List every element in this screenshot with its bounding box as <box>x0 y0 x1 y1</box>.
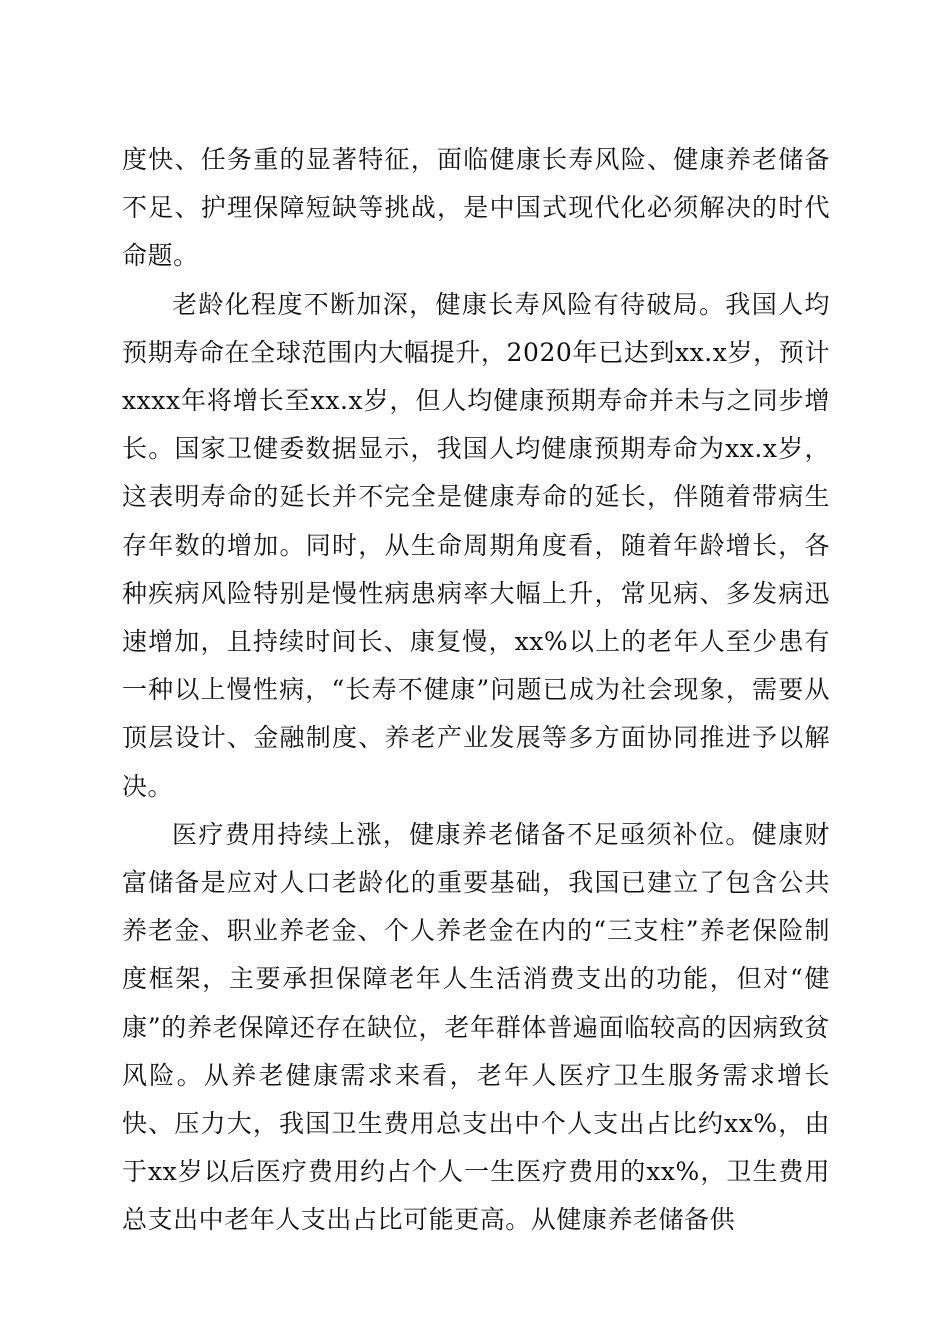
document-body <box>122 136 830 1245</box>
paragraph-continued: 度快、任务重的显著特征，面临健康长寿风险、健康养老储备不足、护理保障短缺等挑战，是中国式现代化必须解决的时代命题。 <box>122 145 830 271</box>
paragraph-medical-costs: 医疗费用持续上涨，健康养老储备不足亟须补位。健康财富储备是应对人口老龄化的重要基础，我国已建立了包含公共养老金、职业养老金、个人养老金在内的“三支柱”养老保险制度框架，主要承担保障老年人生活消费支出的功能，但对“健康”的养老保障还存在缺位，老年群体普遍面临较高的因病致贫风险。从养老健康需求来看，老年人医疗卫生服务需求增长快、压力大，我国卫生费用总支出中个人支出占比约xx%，由于xx岁以后医疗费用约占个人一生医疗费用的xx%，卫生费用总支出中老年人支出占比可能更高。从健康养老储备供 <box>122 819 830 1235</box>
paragraph-longevity-risk: 老龄化程度不断加深，健康长寿风险有待破局。我国人均预期寿命在全球范围内大幅提升，2020年已达到xx.x岁，预计xxxx年将增长至xx.x岁，但人均健康预期寿命并未与之同步增长。国家卫健委数据显示，我国人均健康预期寿命为xx.x岁，这表明寿命的延长并不完全是健康寿命的延长，伴随着带病生存年数的增加。同时，从生命周期角度看，随着年龄增长，各种疾病风险特别是慢性病患病率大幅上升，常见病、多发病迅速增加，且持续时间长、康复慢，xx%以上的老年人至少患有一种以上慢性病，“长寿不健康”问题已成为社会现象，需要从顶层设计、金融制度、养老产业发展等多方面协同推进予以解决。 <box>122 289 830 801</box>
